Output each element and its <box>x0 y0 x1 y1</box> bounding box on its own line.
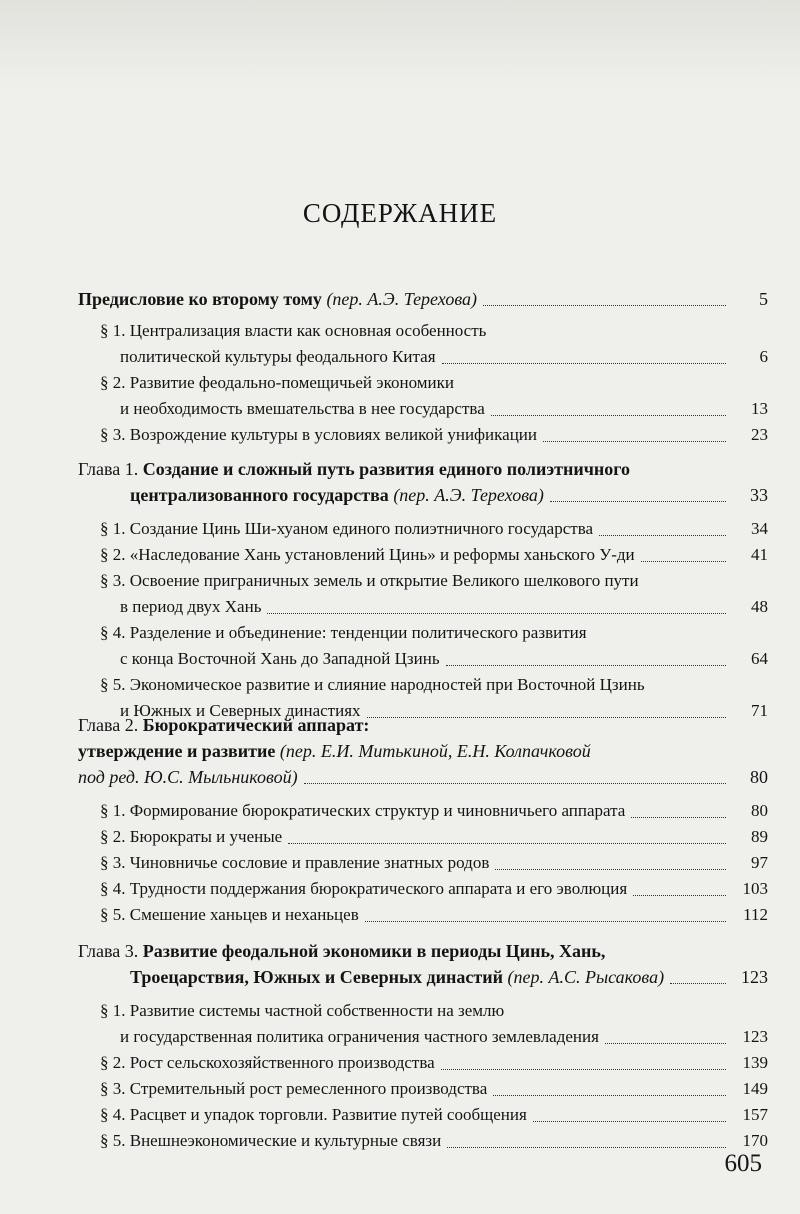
toc-entry[interactable] <box>78 902 768 928</box>
leader-dots <box>483 305 726 306</box>
preface-title: Предисловие ко второму тому <box>78 289 322 309</box>
toc-entry-cont[interactable] <box>78 1024 768 1050</box>
entry-text: в период двух Хань <box>120 597 262 616</box>
entry-text: § 1. Развитие системы частной собственности на землю <box>100 1001 505 1020</box>
entry-text: § 5. Смешение ханьцев и неханьцев <box>100 905 359 924</box>
leader-dots <box>441 1069 726 1070</box>
toc-entry-chapter-2[interactable] <box>78 712 768 738</box>
chapter-translator: (пер. А.С. Рысакова) <box>507 967 665 987</box>
chapter-translator: под ред. Ю.С. Мыльниковой) <box>78 767 298 787</box>
chapter-title: утверждение и развитие <box>78 741 276 761</box>
chapter-title: Троецарствия, Южных и Северных династий <box>130 967 503 987</box>
entry-text: § 4. Разделение и объединение: тенденции политического развития <box>100 623 587 642</box>
chapter-title: Создание и сложный путь развития единого полиэтничного <box>142 459 630 479</box>
toc-entry[interactable] <box>78 1076 768 1102</box>
toc-entry[interactable] <box>78 998 768 1024</box>
page-ref: 89 <box>751 827 768 846</box>
toc-entry-chapter-2-cont[interactable] <box>78 738 768 764</box>
leader-dots <box>543 441 726 442</box>
entry-text: § 1. Создание Цинь Ши-хуаном единого полиэтничного государства <box>100 519 594 538</box>
entry-text: § 5. Экономическое развитие и слияние народностей при Восточной Цзинь <box>100 675 645 694</box>
leader-dots <box>304 783 726 784</box>
chapter-2-section <box>78 712 768 928</box>
page-ref: 6 <box>759 347 768 366</box>
entry-text: § 2. Бюрократы и ученые <box>100 827 283 846</box>
leader-dots <box>641 561 726 562</box>
leader-dots <box>446 665 726 666</box>
page-ref: 157 <box>742 1105 768 1124</box>
entry-text: и Южных и Северных династиях <box>120 701 361 720</box>
page-ref: 149 <box>742 1079 768 1098</box>
chapter-label: Глава 1. <box>78 459 139 479</box>
entry-text: § 1. Централизация власти как основная особенность <box>100 321 487 340</box>
chapter-title: централизованного государства <box>130 485 389 505</box>
entry-text: § 1. Формирование бюрократических структур и чиновничьего аппарата <box>100 801 626 820</box>
leader-dots <box>365 921 726 922</box>
toc-entry[interactable] <box>78 1128 768 1154</box>
leader-dots <box>670 983 726 984</box>
leader-dots <box>288 843 726 844</box>
entry-text: § 5. Внешнеэкономические и культурные связи <box>100 1131 442 1150</box>
entry-text: § 4. Расцвет и упадок торговли. Развитие путей сообщения <box>100 1105 527 1124</box>
chapter-3-section <box>78 938 768 1154</box>
toc-entry-cont[interactable] <box>78 344 768 370</box>
page-ref: 13 <box>751 399 768 418</box>
toc-entry[interactable] <box>78 1102 768 1128</box>
leader-dots <box>633 895 726 896</box>
page-ref: 123 <box>741 967 768 987</box>
page-title: СОДЕРЖАНИЕ <box>302 198 498 228</box>
page-ref: 33 <box>750 485 768 505</box>
toc-entry[interactable] <box>78 516 768 542</box>
toc-entry[interactable] <box>78 318 768 344</box>
toc-entry[interactable] <box>78 672 768 698</box>
page-ref: 5 <box>759 289 768 309</box>
toc-entry-chapter-1[interactable] <box>78 456 768 482</box>
entry-text: и государственная политика ограничения частного землевладения <box>120 1027 599 1046</box>
toc-entry-cont[interactable] <box>78 646 768 672</box>
entry-text: § 4. Трудности поддержания бюрократического аппарата и его эволюция <box>100 879 628 898</box>
toc-entry[interactable] <box>78 370 768 396</box>
leader-dots <box>442 363 726 364</box>
page-ref: 34 <box>751 519 768 538</box>
leader-dots <box>533 1121 726 1122</box>
page-ref: 123 <box>742 1027 768 1046</box>
entry-text: § 2. «Наследование Хань установлений Цинь» и реформы ханьского У-ди <box>100 545 635 564</box>
leader-dots <box>605 1043 726 1044</box>
toc-entry[interactable] <box>78 824 768 850</box>
preface-translator: (пер. А.Э. Терехова) <box>326 289 478 309</box>
page-ref: 97 <box>751 853 768 872</box>
bleed-through-shade <box>0 0 800 90</box>
leader-dots <box>491 415 726 416</box>
page-ref: 170 <box>742 1131 768 1150</box>
page-ref: 48 <box>751 597 768 616</box>
toc-entry-chapter-2-cont[interactable] <box>78 764 768 790</box>
leader-dots <box>447 1147 726 1148</box>
leader-dots <box>267 613 726 614</box>
chapter-translator: (пер. Е.И. Митькиной, Е.Н. Колпачковой <box>279 741 591 761</box>
toc-entry-cont[interactable] <box>78 594 768 620</box>
leader-dots <box>495 869 726 870</box>
entry-text: с конца Восточной Хань до Западной Цзинь <box>120 649 440 668</box>
page-ref: 139 <box>742 1053 768 1072</box>
toc-entry-chapter-3[interactable] <box>78 938 768 964</box>
toc-entry[interactable] <box>78 620 768 646</box>
toc-entry[interactable] <box>78 1050 768 1076</box>
chapter-label: Глава 3. <box>78 941 139 961</box>
toc-entry[interactable] <box>78 850 768 876</box>
toc-entry-cont[interactable] <box>78 396 768 422</box>
entry-text: § 3. Освоение приграничных земель и открытие Великого шелкового пути <box>100 571 639 590</box>
entry-text: и необходимость вмешательства в нее государства <box>120 399 485 418</box>
entry-text: § 3. Чиновничье сословие и правление знатных родов <box>100 853 490 872</box>
preface-section <box>78 286 768 448</box>
chapter-1-section <box>78 456 768 724</box>
chapter-title: Развитие феодальной экономики в периоды Цинь, Хань, <box>142 941 606 961</box>
page-number: 605 <box>724 1150 762 1177</box>
chapter-label: Глава 2. <box>78 715 139 735</box>
page-ref: 112 <box>743 905 768 924</box>
toc-entry[interactable] <box>78 876 768 902</box>
page-ref: 64 <box>751 649 768 668</box>
leader-dots <box>631 817 726 818</box>
page-ref: 80 <box>751 801 768 820</box>
page-ref: 23 <box>751 425 768 444</box>
leader-dots <box>599 535 726 536</box>
toc-entry-chapter-1-cont[interactable] <box>78 482 768 508</box>
entry-text: § 2. Рост сельскохозяйственного производства <box>100 1053 435 1072</box>
entry-text: § 2. Развитие феодально-помещичьей экономики <box>100 373 454 392</box>
toc-entry[interactable] <box>78 542 768 568</box>
chapter-translator: (пер. А.Э. Терехова) <box>393 485 544 505</box>
chapter-title: Бюрократический аппарат: <box>142 715 370 735</box>
toc-entry[interactable] <box>78 568 768 594</box>
toc-entry[interactable] <box>78 798 768 824</box>
page-ref: 103 <box>742 879 768 898</box>
entry-text: политической культуры феодального Китая <box>120 347 436 366</box>
page-ref: 41 <box>751 545 768 564</box>
entry-text: § 3. Возрождение культуры в условиях великой унификации <box>100 425 537 444</box>
toc-entry-chapter-3-cont[interactable] <box>78 964 768 990</box>
leader-dots <box>550 501 726 502</box>
entry-text: § 3. Стремительный рост ремесленного производства <box>100 1079 488 1098</box>
toc-entry[interactable] <box>78 422 768 448</box>
leader-dots <box>493 1095 726 1096</box>
page-ref: 71 <box>751 701 768 720</box>
page-ref: 80 <box>750 767 768 787</box>
toc-entry-preface[interactable] <box>78 286 768 312</box>
